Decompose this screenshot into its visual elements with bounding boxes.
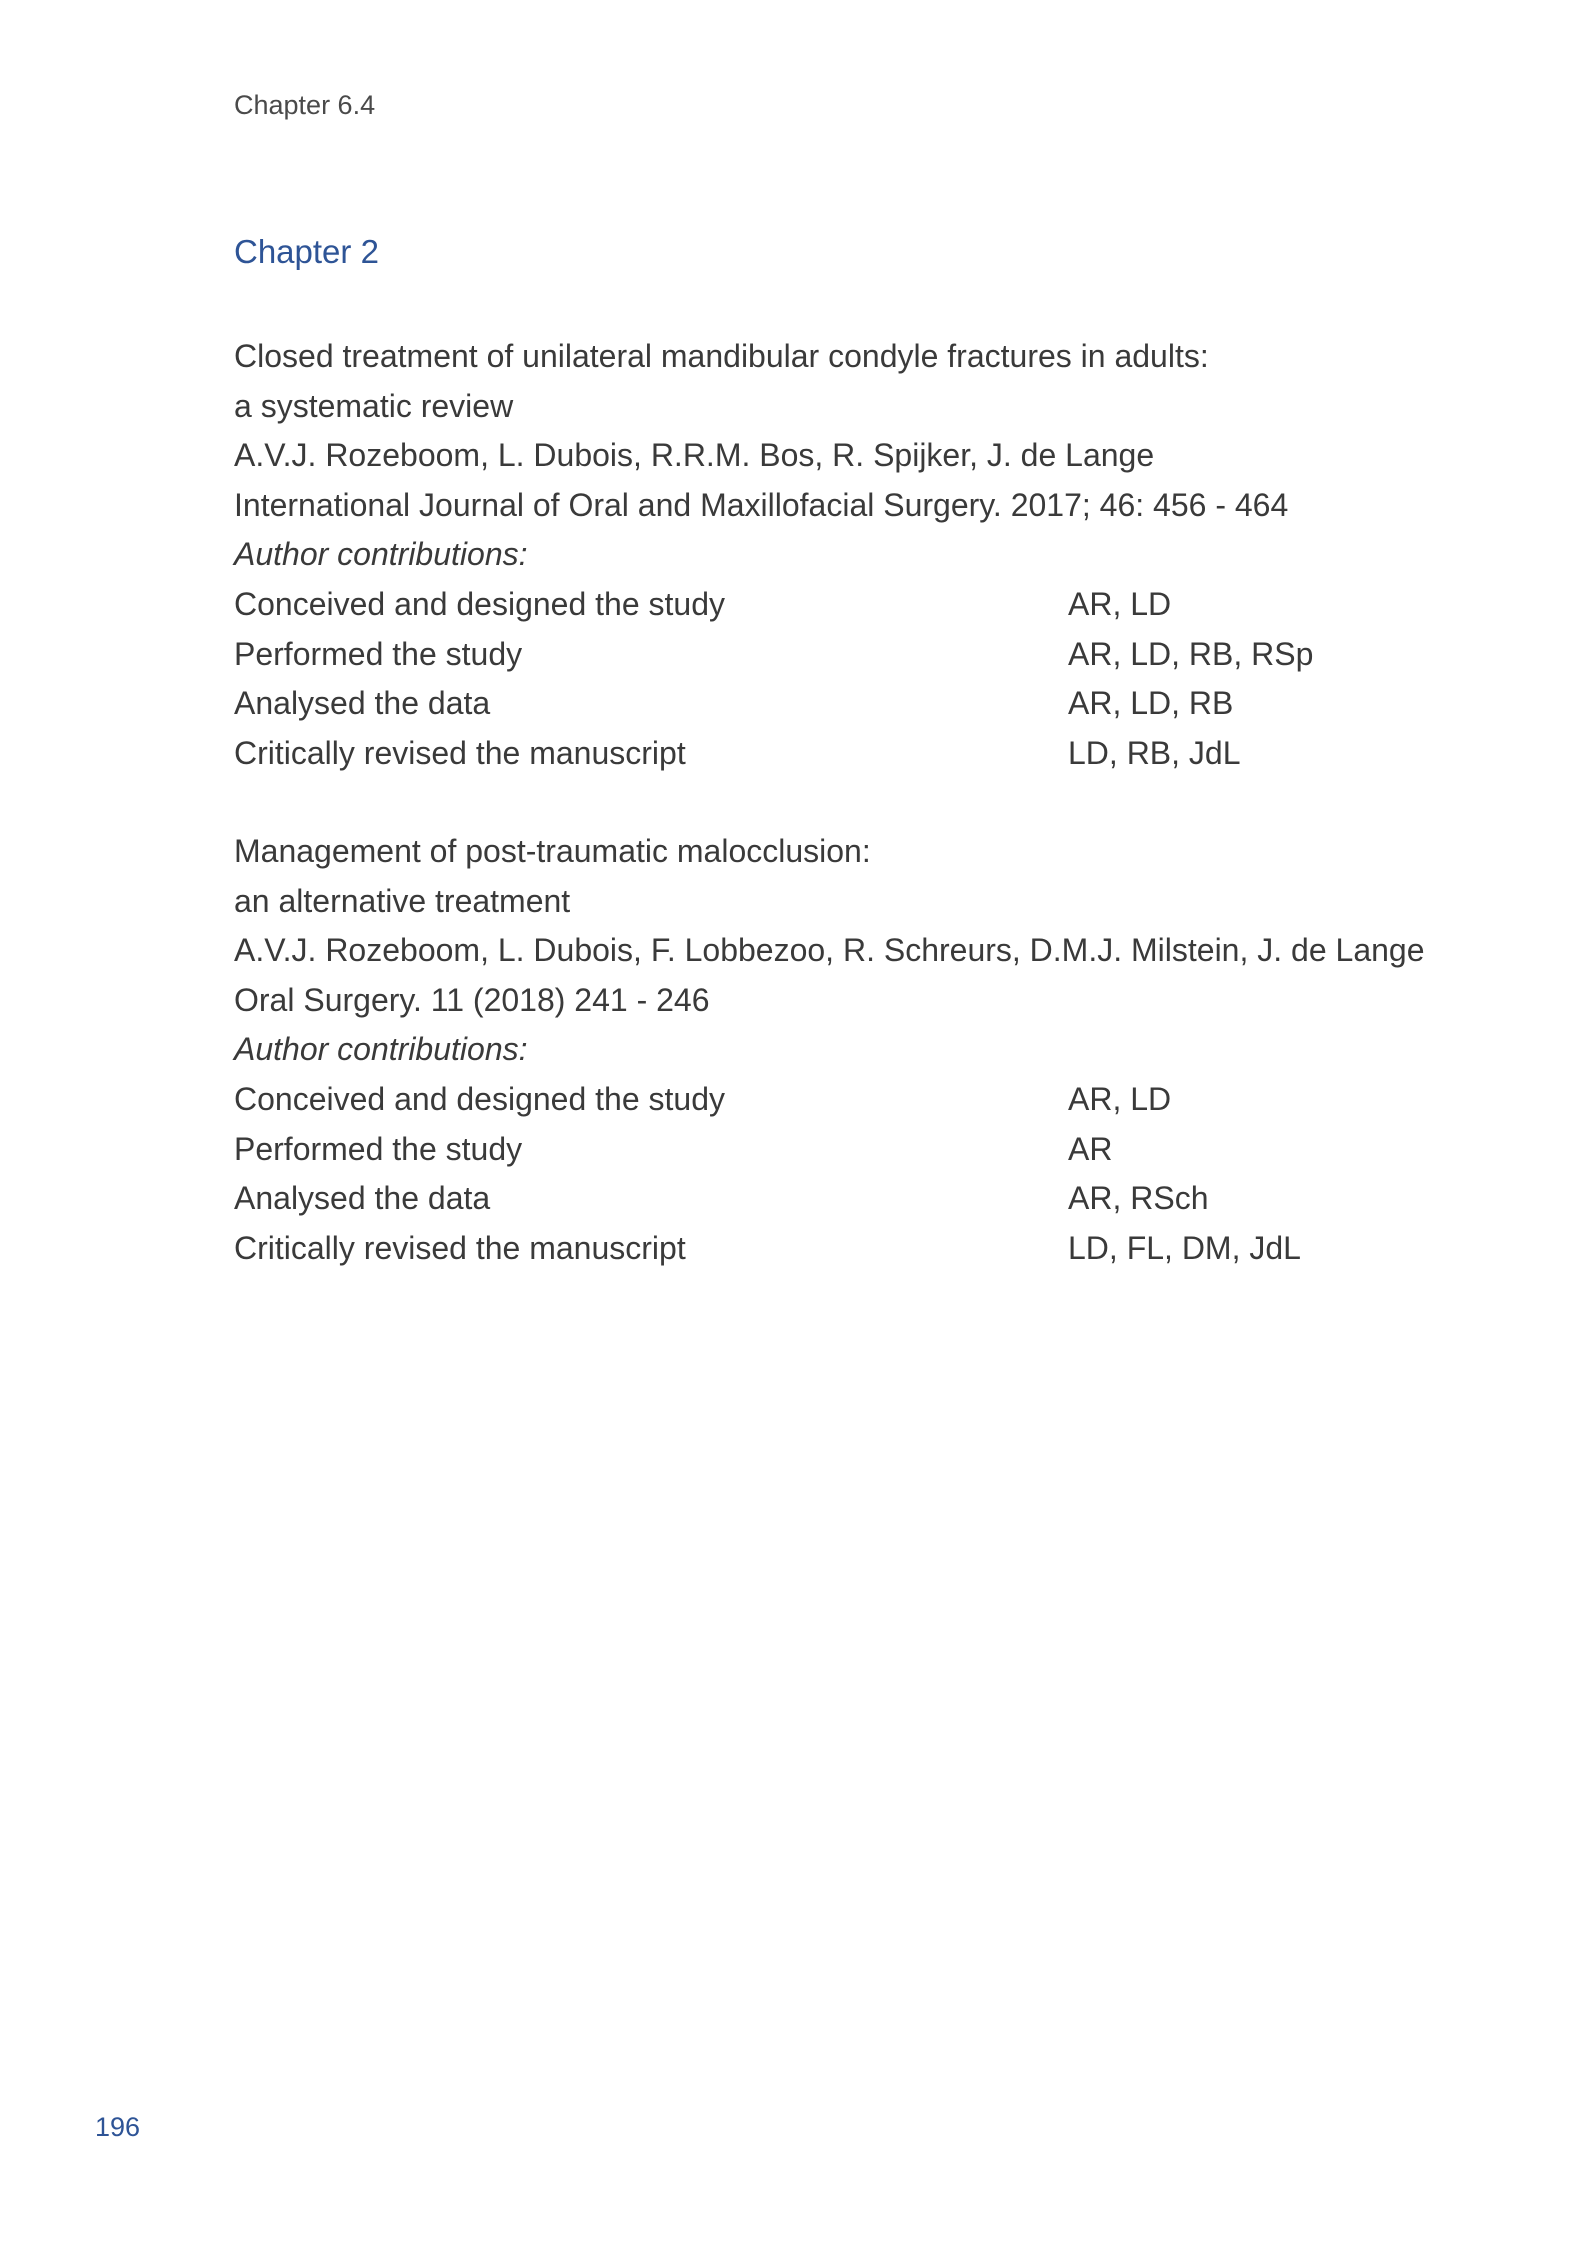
contribution-authors: AR, LD, RB, RSp bbox=[1068, 635, 1314, 672]
contribution-task: Analysed the data bbox=[234, 1180, 491, 1217]
contribution-row bbox=[234, 1224, 1394, 1274]
running-header: Chapter 6.4 bbox=[234, 90, 376, 120]
contribution-task: Performed the study bbox=[234, 635, 523, 672]
contribution-task: Critically revised the manuscript bbox=[234, 734, 686, 771]
publication-title-line: a systematic review bbox=[234, 387, 514, 424]
contribution-row bbox=[234, 1075, 1394, 1125]
publication-2 bbox=[234, 827, 1425, 1273]
contribution-row bbox=[234, 679, 1394, 729]
publication-citation: Oral Surgery. 11 (2018) 241 - 246 bbox=[234, 981, 710, 1018]
contribution-authors: AR, RSch bbox=[1068, 1180, 1209, 1217]
contributions-label: Author contributions: bbox=[234, 536, 528, 573]
contributions-label: Author contributions: bbox=[234, 1031, 528, 1068]
contribution-row bbox=[234, 630, 1394, 680]
contribution-authors: AR, LD bbox=[1068, 1080, 1172, 1117]
contribution-row bbox=[234, 580, 1394, 630]
contribution-authors: LD, FL, DM, JdL bbox=[1068, 1229, 1301, 1266]
contribution-authors: AR, LD bbox=[1068, 585, 1172, 622]
contribution-task: Analysed the data bbox=[234, 685, 491, 722]
contribution-authors: AR bbox=[1068, 1130, 1113, 1167]
publication-title-line: Closed treatment of unilateral mandibular condyle fractures in adults: bbox=[234, 338, 1209, 374]
contribution-row bbox=[234, 1174, 1394, 1224]
publication-authors: A.V.J. Rozeboom, L. Dubois, R.R.M. Bos, R. Spijker, J. de Lange bbox=[234, 437, 1155, 474]
publication-title-line: an alternative treatment bbox=[234, 882, 571, 919]
publication-title-line: Management of post-traumatic malocclusion: bbox=[234, 833, 871, 869]
publication-authors: A.V.J. Rozeboom, L. Dubois, F. Lobbezoo, R. Schreurs, D.M.J. Milstein, J. de Lange bbox=[234, 932, 1425, 969]
contribution-task: Performed the study bbox=[234, 1130, 523, 1167]
chapter-heading: Chapter 2 bbox=[234, 233, 379, 270]
contribution-task: Critically revised the manuscript bbox=[234, 1229, 686, 1266]
publication-1 bbox=[234, 332, 1394, 778]
contribution-row bbox=[234, 1125, 1394, 1175]
contribution-row bbox=[234, 729, 1394, 779]
contribution-task: Conceived and designed the study bbox=[234, 585, 726, 622]
contribution-authors: AR, LD, RB bbox=[1068, 685, 1234, 722]
page-number: 196 bbox=[95, 2112, 141, 2142]
contribution-task: Conceived and designed the study bbox=[234, 1080, 726, 1117]
publication-citation: International Journal of Oral and Maxillofacial Surgery. 2017; 46: 456 - 464 bbox=[234, 486, 1289, 523]
contribution-authors: LD, RB, JdL bbox=[1068, 734, 1241, 771]
